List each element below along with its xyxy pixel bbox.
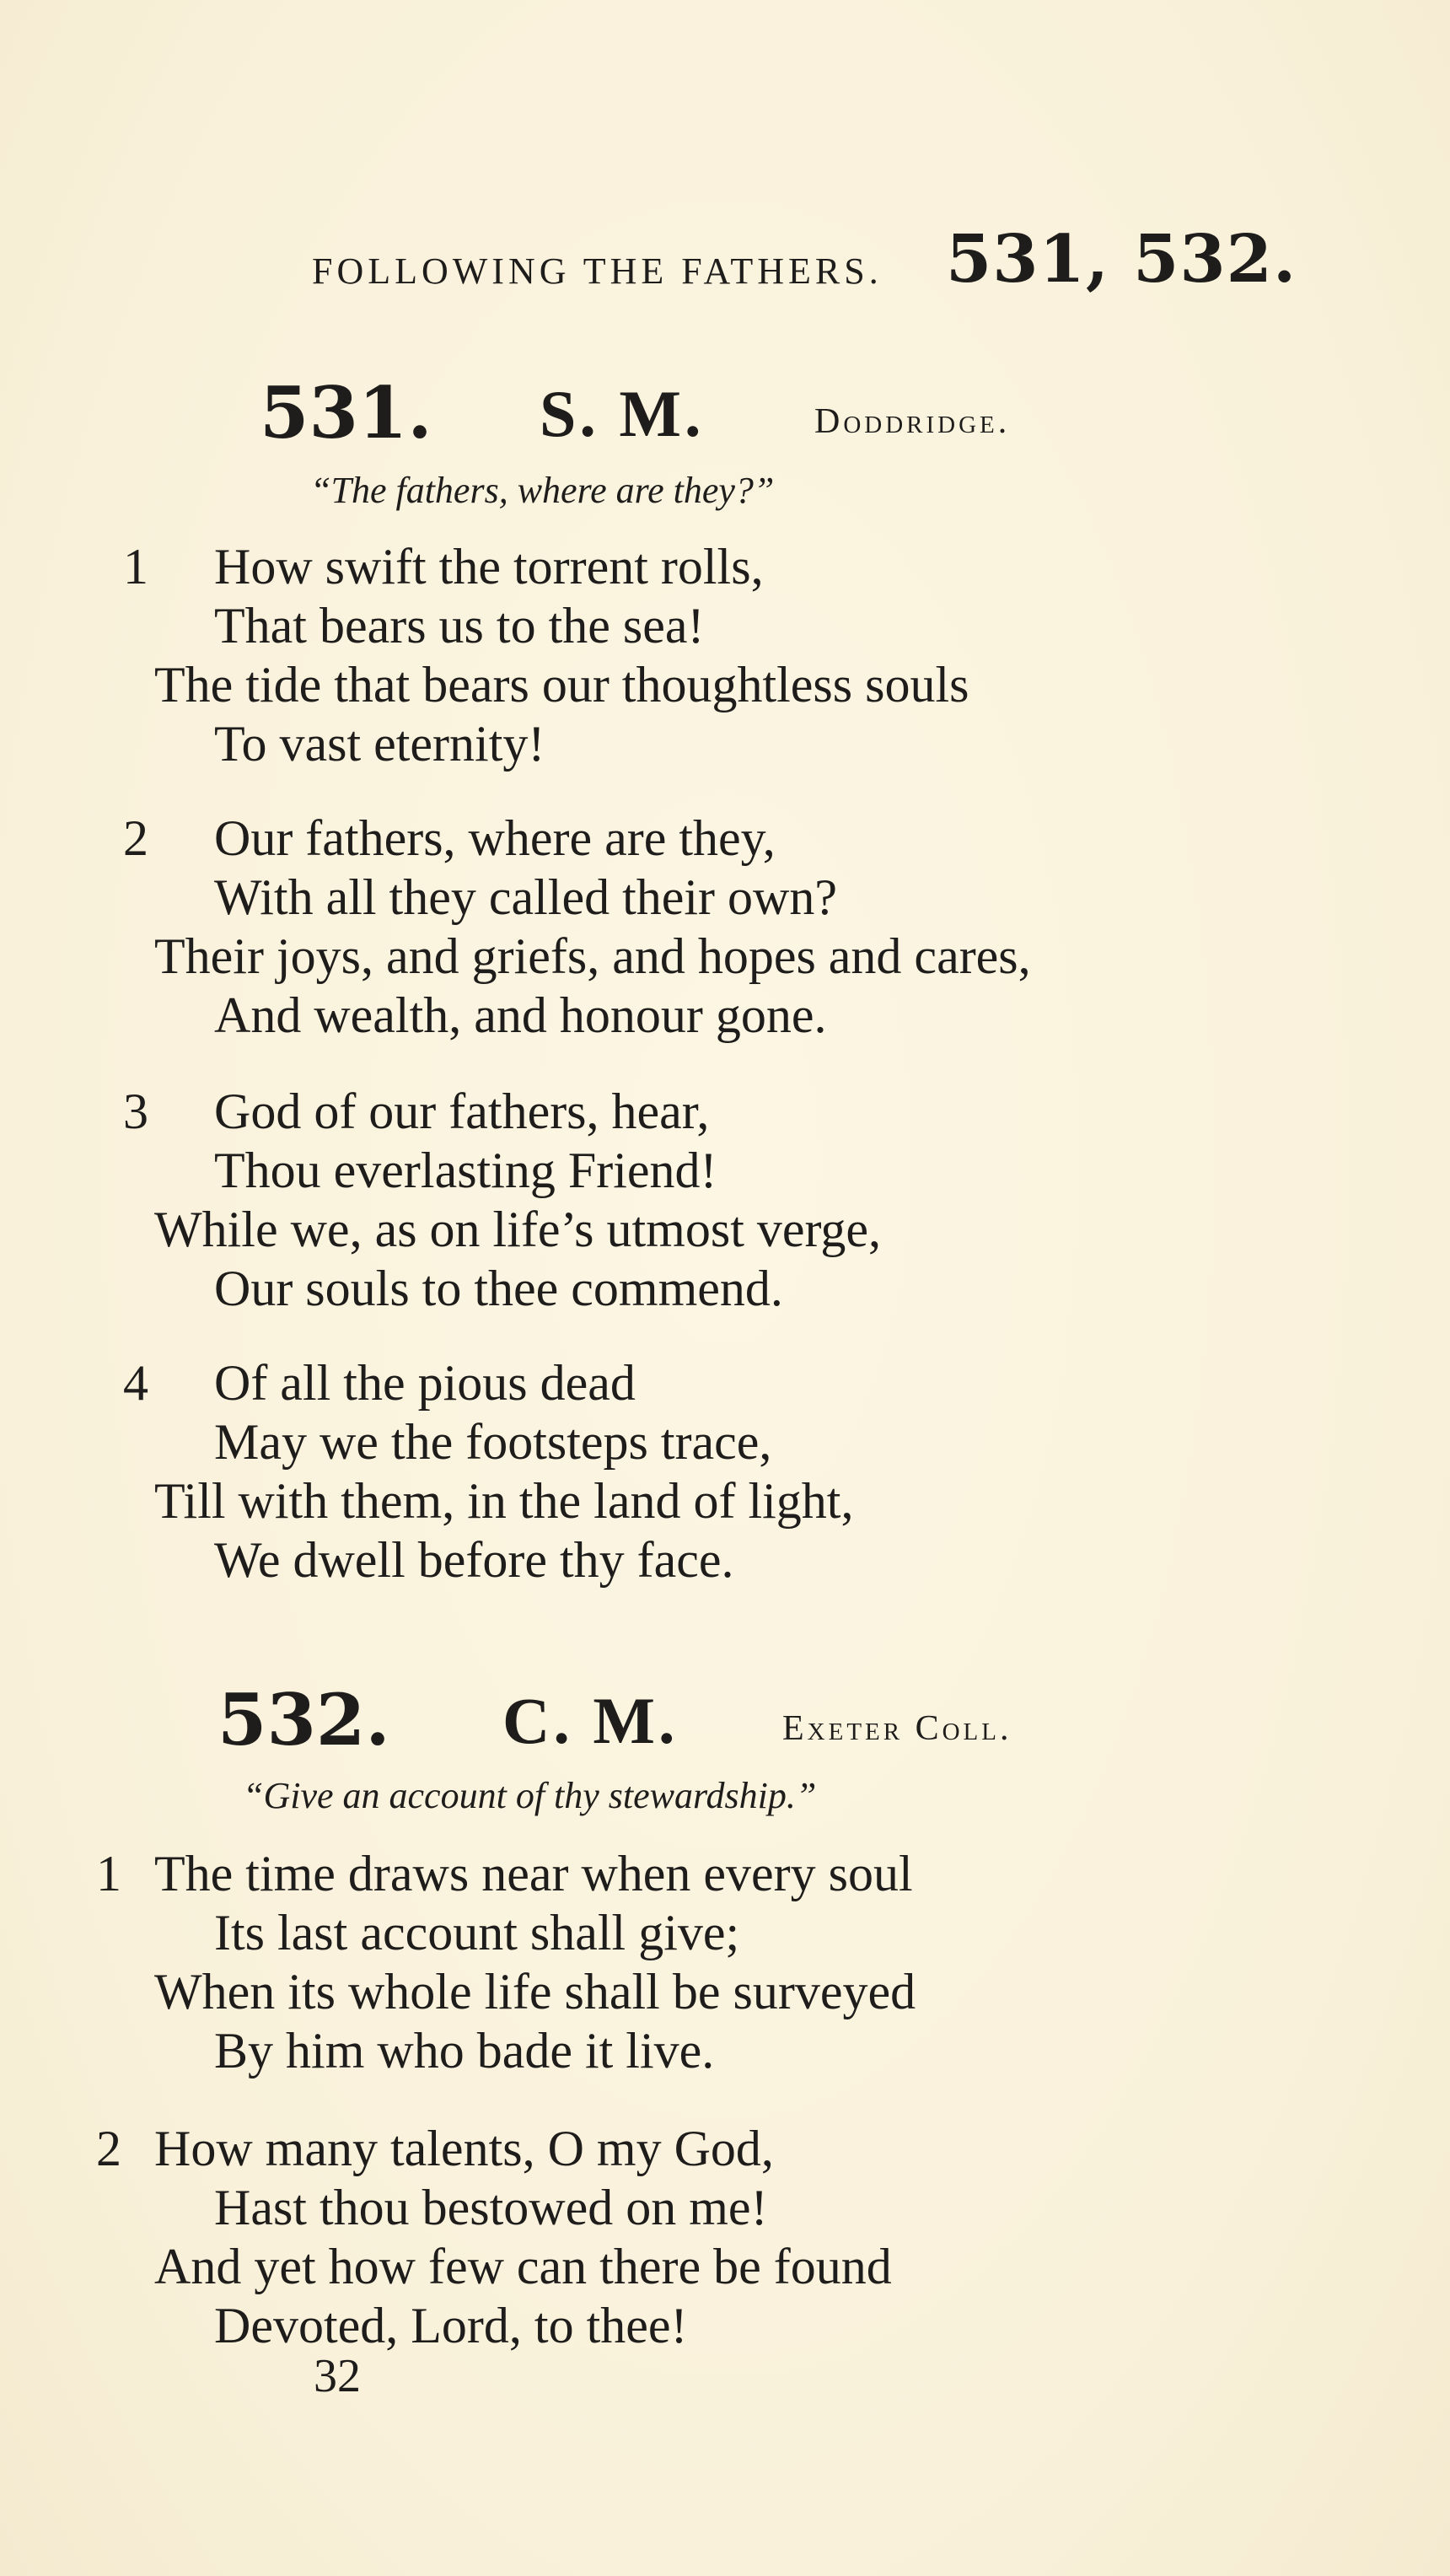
stanza-number: 4 <box>123 1355 148 1411</box>
hymn-number: 532. <box>218 1678 390 1761</box>
verse-line: That bears us to the sea! <box>214 598 705 653</box>
verse-line: Our fathers, where are they, <box>214 810 776 866</box>
verse-line: Hast thou bestowed on me! <box>214 2180 768 2235</box>
verse-line: And wealth, and honour gone. <box>214 987 827 1043</box>
verse-line: Its last account shall give; <box>214 1905 740 1960</box>
running-head-title: FOLLOWING THE FATHERS. <box>312 250 883 292</box>
verse-line: Our souls to thee commend. <box>214 1261 783 1316</box>
page-number: 32 <box>314 2350 361 2402</box>
stanza-number: 2 <box>96 2121 121 2176</box>
verse-line: Devoted, Lord, to thee! <box>214 2298 688 2353</box>
running-head <box>312 221 1297 298</box>
hymn-number: 531. <box>260 371 432 454</box>
verse-line: To vast eternity! <box>214 716 545 772</box>
verse-line: While we, as on life’s utmost verge, <box>154 1202 882 1257</box>
verse-line: The tide that bears our thoughtless souls <box>154 657 969 713</box>
stanza-number: 1 <box>96 1846 121 1901</box>
hymn-author: Doddridge. <box>814 402 1011 441</box>
verse-line: Thou everlasting Friend! <box>214 1143 717 1198</box>
verse-line: Till with them, in the land of light, <box>154 1473 854 1529</box>
hymn-532-motto: “Give an account of thy stewardship.” <box>243 1775 817 1816</box>
hymn-532-header <box>218 1678 1086 1762</box>
verse-line: By him who bade it live. <box>214 2023 715 2079</box>
verse-line: How swift the torrent rolls, <box>214 539 764 594</box>
verse-line: The time draws near when every soul <box>154 1846 913 1901</box>
stanza-number: 3 <box>123 1084 148 1139</box>
verse-line: With all they called their own? <box>214 869 837 925</box>
stanza-number: 1 <box>123 539 148 594</box>
hymn-meter: C. M. <box>502 1684 679 1757</box>
verse-line: How many talents, O my God, <box>154 2121 774 2176</box>
verse-line: God of our fathers, hear, <box>214 1084 710 1139</box>
verse-line: Their joys, and griefs, and hopes and cares, <box>154 928 1031 984</box>
hymn-meter: S. M. <box>540 377 705 450</box>
verse-line: When its whole life shall be surveyed <box>154 1964 916 2019</box>
verse-line: May we the footsteps trace, <box>214 1414 772 1470</box>
verse-line: And yet how few can there be found <box>154 2239 892 2294</box>
hymn-author: Exeter Coll. <box>782 1709 1012 1748</box>
verse-line: We dwell before thy face. <box>214 1532 734 1588</box>
hymn-531-header <box>260 371 1061 455</box>
running-head-hymn-numbers: 531, 532. <box>946 221 1297 298</box>
hymn-531-motto: “The fathers, where are they?” <box>310 470 775 511</box>
stanza-number: 2 <box>123 810 148 866</box>
verse-line: Of all the pious dead <box>214 1355 636 1411</box>
